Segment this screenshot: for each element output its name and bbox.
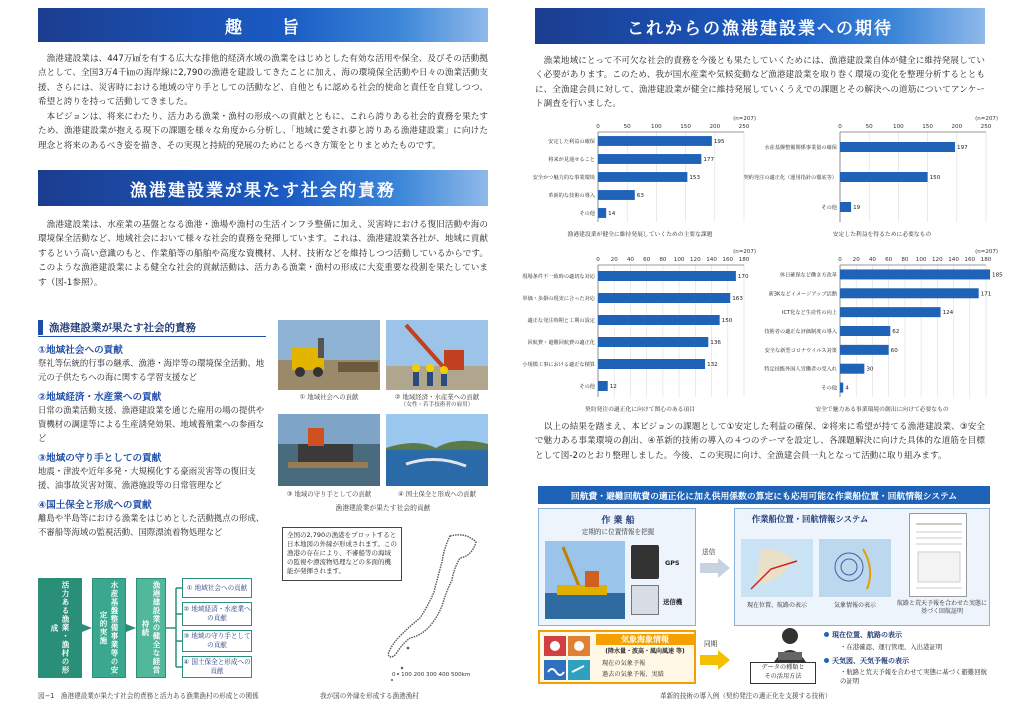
photo-national <box>386 414 488 486</box>
chart-title: 安全で魅力ある事業環境の創出に向けて必要なもの <box>815 407 949 413</box>
bar <box>840 269 990 279</box>
category-label: 適正な発注時期と工期の設定 <box>527 318 595 324</box>
bullet-1-sub: ・在港確認、運行管理、入出港証明 <box>840 643 943 651</box>
x-tick-label: 250 <box>738 124 750 130</box>
value-label: 170 <box>737 274 749 280</box>
x-tick-label: 160 <box>964 257 976 263</box>
transmitter-device <box>631 585 659 615</box>
flow-box-fisheries: 活力ある漁業・漁村の形成 <box>38 578 82 678</box>
flow-item-1: ① 地域社会への貢献 <box>182 578 252 598</box>
x-tick-label: 50 <box>623 124 631 130</box>
category-label: 現場条件不一致時の適切な対応 <box>522 274 595 280</box>
chart-contract-interests <box>520 245 760 415</box>
category-label: その他 <box>821 205 837 211</box>
flow-diagram <box>38 578 270 680</box>
photo-caption-4: ④ 国土保全と形成への貢献 <box>397 490 477 498</box>
weather-info-box <box>538 630 696 684</box>
bar <box>840 172 928 182</box>
panel-caption-weather: 気象情報の表示 <box>833 602 876 609</box>
x-tick-label: 200 <box>951 124 963 130</box>
section-title-responsibility: 漁港建設業が果たす社会的責務 <box>38 320 196 335</box>
photo-community <box>278 320 380 390</box>
x-tick-label: 150 <box>680 124 691 130</box>
x-tick-label: 50 <box>865 124 873 130</box>
data-usage-box: データの種類と その活用方法 <box>750 662 816 684</box>
category-label: 安全かつ魅力的な事業環境 <box>532 175 595 181</box>
x-tick-label: 100 <box>673 257 685 263</box>
sync-label: 同期 <box>704 640 718 648</box>
system-panel-title: 作業船位置・回航情報システム <box>751 514 869 524</box>
value-label: 63 <box>636 193 644 199</box>
photo-economy <box>386 320 488 390</box>
x-tick-label: 40 <box>626 257 635 263</box>
bar <box>840 202 851 212</box>
send-label: 送信 <box>702 548 716 556</box>
map-note-box: 全国の2,790の漁港をプロットすると日本地図の外縁が形成されます。この漁港の存在により、不審船等の海域の監視や漂流物処理などの多面的機能が発揮されます。 <box>282 527 402 581</box>
contrib-body-1: 祭礼等伝統的行事の継承、漁港・海岸等の環境保全活動、地元の子供たちへの海に関する学習支援など <box>38 358 265 382</box>
flow-item-4: ④ 国土保全と形成への貢献 <box>182 656 252 678</box>
value-label: 136 <box>710 340 721 346</box>
x-tick-label: 0 <box>596 257 600 263</box>
photo-caption-2-sub: （女性・若手技術者の雇用） <box>400 402 474 408</box>
panel-caption-certificate: 航路と荒天予報を合わせた実態に基づく回航証明 <box>897 600 988 615</box>
flow-box-healthy-business: 漁港建設業の健全な経営持続 <box>136 578 166 678</box>
x-tick-label: 100 <box>915 257 927 263</box>
flow-arrows <box>38 578 270 680</box>
category-label: 安全な新型コロナウイルス対策 <box>764 347 837 354</box>
value-label: 124 <box>942 310 954 317</box>
system-caption: 革新的技術の導入例（契約発注の適正化を支援する技術） <box>660 692 832 700</box>
category-label: 水産基盤整備関係事業量の確保 <box>764 145 837 151</box>
bullet-1-head: 現在位置、航路の表示 <box>832 631 902 639</box>
bar <box>598 208 606 218</box>
flow-item-2: ② 地域経済・水産業への貢献 <box>182 602 252 626</box>
weather-item-1: 現在の気象予報 <box>602 660 646 667</box>
value-label: 4 <box>845 385 849 392</box>
photo-caption-2: ② 地域経済・水産業への貢献 <box>394 393 480 401</box>
purpose-paragraph-2: 本ビジョンは、将来にわたり、活力ある漁業・漁村の形成への貢献とともに、これら誇りある社会的責務を果たすため、漁港建設業が抱える現下の課題を様々な角度から分析し、「地域に愛され夢と誇りある漁港建設業」に向けた理念と将来のあるべき姿を描き、その実現と持続的発展のためにとるべき方策をとりまとめたものです。 <box>38 112 488 151</box>
x-tick-label: 80 <box>901 257 909 263</box>
x-tick-label: 20 <box>610 257 618 263</box>
send-arrow <box>700 558 730 578</box>
x-tick-label: 200 <box>709 124 721 130</box>
value-label: 150 <box>929 175 941 181</box>
x-tick-label: 120 <box>689 257 701 263</box>
x-tick-label: 60 <box>885 257 893 263</box>
x-tick-label: 40 <box>868 257 877 263</box>
figure-1-caption: 図−1 漁港建設業が果たす社会的責務と活力ある漁業漁村の形成との関係 <box>38 692 259 700</box>
x-tick-label: 160 <box>722 257 734 263</box>
value-label: 195 <box>713 139 725 145</box>
x-tick-label: 140 <box>948 257 959 263</box>
bullet-2-sub: ・航路と荒天予報を合わせて実態に基づく避難回航の証明 <box>840 668 987 685</box>
category-label: その他 <box>579 211 595 217</box>
chart-title: 契約発注の適正化に向けて関心のある項目 <box>584 407 696 413</box>
photo-guardian <box>278 414 380 486</box>
map-scale: 0 100 200 300 400 500km <box>392 672 471 678</box>
bar <box>598 315 720 325</box>
bullet-2-marker <box>824 658 829 663</box>
bar <box>598 271 736 281</box>
value-label: 19 <box>853 205 861 211</box>
chart-n-label: (n=207) <box>975 116 998 122</box>
value-label: 153 <box>689 175 701 181</box>
bar <box>840 345 889 355</box>
category-label: 将来が見通せること <box>548 157 595 163</box>
system-panel <box>734 508 990 626</box>
chart-main-issues <box>520 112 760 240</box>
x-tick-label: 100 <box>651 124 662 130</box>
value-label: 177 <box>703 157 715 163</box>
responsibility-banner: 漁港建設業が果たす社会的責務 <box>38 170 488 206</box>
category-label: 新3Kなどイメージアップ活動 <box>768 291 837 298</box>
category-label: ICT化など生産性の向上 <box>781 310 837 317</box>
weather-map-screen <box>819 539 891 597</box>
section-rule <box>38 336 266 337</box>
photo-caption-1: ① 地域社会への貢献 <box>299 393 359 401</box>
category-label: 休日確保など働き方改革 <box>779 272 837 279</box>
value-label: 163 <box>732 296 743 302</box>
contrib-heading-4: ④国土保全と形成への貢献 <box>38 500 152 511</box>
category-label: その他 <box>579 384 595 390</box>
closing-paragraph: 以上の結果を踏まえ、本ビジョンの課題として①安定した利益の確保、②将来に希望が持てる漁港建設業、③安全で魅力ある事業環境の創出、④革新的技術の導入の４つのテーマを設定し、各課題解決に向けた具体的な道筋を目標として図-2のとおり整理しました。今後、この実現に向け、全漁建会員一丸となって活動に取り組みます。 <box>535 422 985 461</box>
sync-arrow <box>700 650 730 670</box>
bar <box>840 142 955 152</box>
value-label: 171 <box>980 291 992 298</box>
category-label: 革新的な技術の導入 <box>548 193 595 199</box>
gps-label: GPS <box>665 559 680 567</box>
value-label: 185 <box>992 272 1003 279</box>
x-tick-label: 80 <box>659 257 667 263</box>
japan-map <box>380 528 490 688</box>
purpose-banner: 趣 旨 <box>38 8 488 42</box>
category-label: 小規模工事における適正な積算 <box>522 362 595 368</box>
work-ship-photo <box>545 541 625 619</box>
voyage-certificate <box>909 513 967 597</box>
contrib-heading-1: ①地域社会への貢献 <box>38 345 123 356</box>
value-label: 14 <box>608 211 616 217</box>
x-tick-label: 150 <box>922 124 933 130</box>
bar <box>840 288 979 298</box>
value-label: 62 <box>892 329 900 335</box>
x-tick-label: 180 <box>980 257 992 263</box>
bar <box>840 383 843 393</box>
weather-subtitle: (降水量・波高・風向風速 等) <box>605 648 685 655</box>
x-tick-label: 0 <box>838 257 842 263</box>
value-label: 197 <box>957 145 968 151</box>
chart-title: 漁港建設業が健全に維持発展していくための主要な課題 <box>567 232 713 238</box>
bar <box>598 172 687 182</box>
value-label: 150 <box>721 318 733 324</box>
x-tick-label: 0 <box>838 124 842 130</box>
position-map-screen <box>741 539 813 597</box>
bar <box>598 359 705 369</box>
x-tick-label: 100 <box>893 124 904 130</box>
weather-item-2: 過去の気象予報、実績 <box>602 671 664 678</box>
bar <box>598 381 608 391</box>
bar <box>598 337 708 347</box>
category-label: その他 <box>821 385 837 392</box>
bar <box>598 190 635 200</box>
weather-icons <box>544 636 594 682</box>
system-title-bar: 回航費・避難回航費の適正化に加え供用係数の算定にも応用可能な作業船位置・回航情報システム <box>538 486 990 504</box>
category-label: 特定技能外国人労働者の受入れ <box>764 366 837 373</box>
x-tick-label: 250 <box>980 124 992 130</box>
bar <box>840 326 890 336</box>
bullet-2-head: 天気図、天気予報の表示 <box>832 657 909 665</box>
panel-caption-position: 現在位置、航路の表示 <box>746 602 807 609</box>
flow-box-stable-projects: 水産基盤整備事業等の安定的実施 <box>92 578 126 678</box>
value-label: 132 <box>707 362 718 368</box>
weather-title: 気象海象情報 <box>596 634 694 645</box>
category-label: 契約発注の適正化（運用指針の徹底等） <box>743 175 837 181</box>
flow-item-3: ③ 地域の守り手としての貢献 <box>182 630 252 652</box>
chart-n-label: (n=207) <box>975 249 998 255</box>
responsibility-paragraph: 漁港建設業は、水産業の基盤となる漁港・漁場や漁村の生活インフラ整備に加え、災害時における復旧活動や海の環境保全活動など、地域社会において様々な社会的責務を発揮しています。これは、漁港建設業各社が、地域に貢献するという高い意識のもと、作業船等の船舶や高度な資機材、人材、技術などを維持しつつ活動しているからです。このような漁港建設業による健全な社会的貢献活動は、活力ある漁業・漁村の形成に大変重要な役割を果たしています（図-1参照）。 <box>38 220 488 288</box>
category-label: 回航費・避難回航費の適正化 <box>527 340 595 346</box>
contrib-body-2: 日常の漁業活動支援、漁港建設業を通じた雇用の場の提供や資機材の調達等による生産誘発効果、地域養殖業への参画など <box>38 405 265 443</box>
photo-caption-3: ③ 地域の守り手としての貢献 <box>286 490 372 498</box>
work-ship-title: 作 業 船 <box>601 516 635 526</box>
bar <box>598 136 712 146</box>
transmitter-label: 送信機 <box>663 598 683 606</box>
gps-device <box>631 545 659 579</box>
contrib-heading-3: ③地域の守り手としての貢献 <box>38 453 162 464</box>
chart-title: 安定した利益を得るために必要なもの <box>832 232 932 238</box>
category-label: 安定した利益の確保 <box>548 139 595 145</box>
chart-work-environment <box>762 245 1002 415</box>
chart-profit-needs <box>743 112 1002 240</box>
x-tick-label: 180 <box>738 257 750 263</box>
map-caption: 我が国の外縁を形成する漁港漁村 <box>320 692 419 700</box>
x-tick-label: 20 <box>852 257 860 263</box>
photo-group-caption: 漁港建設業が果たす社会的貢献 <box>335 504 431 512</box>
contrib-body-4: 離島や半島等における漁業をはじめとした活動拠点の形成、不審船等海域の監視活動、国際漂流着物処理など <box>38 513 265 537</box>
bullet-1-marker <box>824 632 829 637</box>
x-tick-label: 60 <box>643 257 651 263</box>
user-icon <box>770 626 810 662</box>
contrib-body-3: 地震・津波や近年多発・大規模化する豪雨災害等の復旧支援、油事故災害対策、漁港施設等の日常管理など <box>38 466 256 490</box>
chart-n-label: (n=207) <box>733 249 756 255</box>
value-label: 30 <box>866 366 874 373</box>
x-tick-label: 0 <box>596 124 600 130</box>
category-label: 単価・歩掛の現実に合った対応 <box>522 296 595 302</box>
bar <box>840 307 941 317</box>
expectation-paragraph: 漁業地域にとって不可欠な社会的責務を今後とも果たしていくためには、漁港建設業自体が健全に維持発展していく必要があります。このため、我が国水産業や気候変動など漁港建設業を取り巻く環境の変化を整理分析するとともに、全漁建会員に対して、漁港建設業が健全に維持発展していくうえでの課題とその解決への道筋についてアンケート調査を行いました。 <box>535 56 985 110</box>
work-ship-subtitle: 定期的に位置情報を把握 <box>581 528 655 536</box>
x-tick-label: 140 <box>706 257 717 263</box>
work-ship-panel <box>538 508 696 626</box>
expectation-banner: これからの漁港建設業への期待 <box>535 8 985 44</box>
contrib-heading-2: ②地域経済・水産業への貢献 <box>38 392 162 403</box>
bar <box>598 154 701 164</box>
value-label: 60 <box>890 347 898 354</box>
x-tick-label: 120 <box>931 257 943 263</box>
purpose-paragraph-1: 漁港建設業は、447万㎢を有する広大な排他的経済水域の漁業をはじめとした有効な活用や保全、及びその活動拠点として、全国3万4千㎞の海岸線に2,790の漁港を建設してきたことに加え、海の環境保全活動や日々の漁業活動支援、さらには、災害時における地域の守り手としての活動など、自他ともに認める社会的使命と責任を自覚しつつ、希望と誇りを持って活動してきました。 <box>38 54 488 108</box>
category-label: 技術者の適正な評価制度の導入 <box>764 329 837 335</box>
bar <box>598 293 730 303</box>
bar <box>840 364 864 374</box>
chart-n-label: (n=207) <box>733 116 756 122</box>
value-label: 12 <box>609 384 617 390</box>
